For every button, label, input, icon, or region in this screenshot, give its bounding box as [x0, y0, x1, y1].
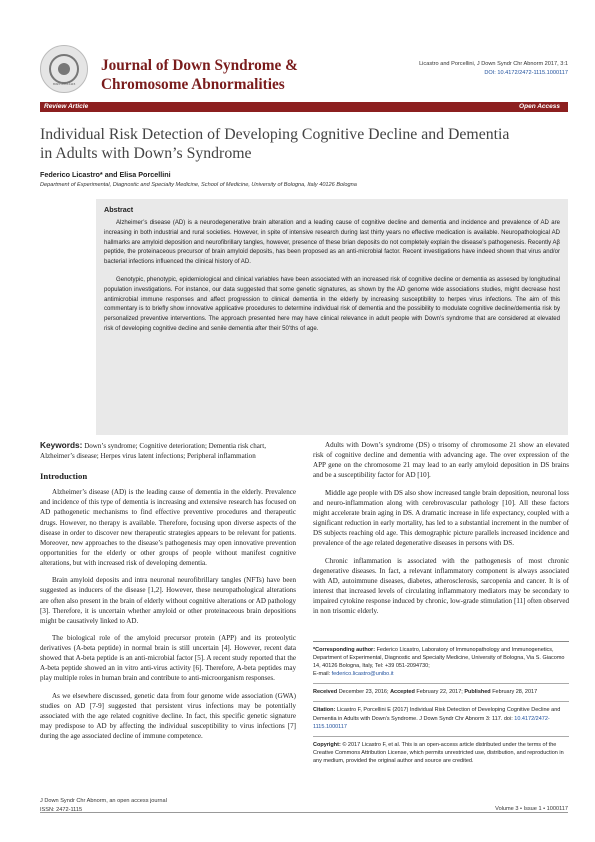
- abstract-box: [96, 199, 568, 435]
- journal-title-line1: Journal of Down Syndrome &: [101, 57, 298, 74]
- corresponding-author-text: Federico Licastro, Laboratory of Immunopathology and Immunogenetics, Department of Experimental, Diagnostic and Specialty Medicine, University of Bologna, Via S. Giacomo 14, 40126 Bologna, Italy, Tel: +39 051-2094730;: [313, 647, 565, 670]
- corresponding-author-label: *Corresponding author:: [313, 647, 376, 653]
- corresponding-author: [313, 646, 569, 670]
- citation-block: [313, 701, 569, 730]
- right-column: [313, 440, 569, 623]
- published-date: February 28, 2017: [492, 689, 538, 696]
- authors: Federico Licastro* and Elisa Porcellini: [40, 170, 171, 179]
- right-paragraph-2: Middle age people with DS also show increased tangle brain deposition, neuronal loss and neuro-inflammation along with cerebrovascular pathology [10]. All these factors might accelerate brain aging in DS. A dramatic increase in life expectancy, coupled with a significant reduction in early mortality, has led to a substantial increment in the number of DS subjects reaching old age. This demographic picture parallels increased incidence and prevalence of the age related degenerative diseases in persons with DS.: [313, 488, 569, 548]
- email-link[interactable]: federico.licastro@unibo.it: [331, 671, 394, 678]
- intro-paragraph-2: Brain amyloid deposits and intra neuronal neurofibrillary tangles (NFTs) have been suggested as inducers of the disease [1,2]. However, these neuropathological alterations are often also present in the brain of elderly without cognitive alterations or AD pathology [3]. Therefore, it is uncertain whether amyloid or other proteinaceous brain depositions might be causatively linked to AD.: [40, 576, 296, 625]
- article-title: [40, 125, 560, 163]
- intro-paragraph-1: Alzheimer’s disease (AD) is the leading cause of dementia in the elderly. Prevalence and incidence of this type of dementia is increasing and extensive research has focused on AD pathogenetic mechanisms to find effective preventive procedures and therapeutic drugs. However, no therapy is available. Therefore, focusing upon diverse aspects of the disease in order to discover new therapeutic strategies appears to be relevant for patients. Moreover, new approaches to the disease’s pathogenesis may open innovative prevention opportunities for the elderly or other groups of people without manifest cognitive alterations, but with increased risk of developing dementia.: [40, 488, 296, 567]
- published-label: Published: [464, 689, 491, 696]
- affiliation: Department of Experimental, Diagnostic and Specialty Medicine, School of Medicine, University of Bologna, Italy 40126 Bologna: [40, 182, 357, 188]
- accepted-label: Accepted: [390, 689, 415, 696]
- dates-line: [313, 683, 569, 696]
- footnotes: [313, 646, 569, 765]
- introduction-heading: Introduction: [40, 471, 88, 482]
- received-label: Received: [313, 689, 338, 696]
- email-line: [313, 670, 569, 678]
- footer-volume: Volume 3 • Issue 1 • 1000117: [495, 806, 568, 812]
- citation-label: Citation:: [313, 707, 336, 714]
- keywords-label: Keywords:: [40, 440, 83, 450]
- copyright-text: © 2017 Licastro F, et al. This is an open-access article distributed under the terms of the Creative Commons Attribution License, which permits unrestricted use, distribution, and reproduction in any medium, provided the original author and source are credited.: [313, 741, 564, 764]
- abstract-paragraph-2: Genotypic, phenotypic, epidemiological and clinical variables have been associated with an increased risk of cognitive decline or dementia as assesed by longitudinal population investigations. For instance, our data suggested that some genetic signatures, as shown by the AD genome wide associations studies, might decrease host antimicrobial immune responses and affect progression to clinical dementia in the elderly by increasing susceptibility to herpes virus infections. The aim of this commentary is to briefly show innovative applicative procedures to determine individual risk of dementia and the possibility to modulate cognitive decline/dementia risk by personalized preventive interventions. The approach presented here may have clinical relevance in adult people with Down’s syndrome that are considered at elevated risk of developing cognitive decline and senile dementia after their 50’ths of age.: [104, 276, 560, 332]
- copyright-block: [313, 736, 569, 765]
- citation-text: Licastro F, Porcellini E (2017) Individual Risk Detection of Developing Cognitive Decline and Dementia in Adults with Down’s Syndrome. J Down Syndr Chr Abnorm 3: 117. doi:: [313, 707, 561, 722]
- copyright-label: Copyright:: [313, 741, 341, 748]
- article-title-line2: in Adults with Down’s Syndrome: [40, 145, 252, 162]
- keywords: [40, 440, 296, 461]
- footer-journal: J Down Syndr Chr Abnorm, an open access journal: [40, 798, 167, 804]
- article-type-bar: [40, 102, 568, 112]
- footer-issn: ISSN: 2472-1115: [40, 806, 83, 813]
- footer-left: [40, 797, 167, 814]
- logo-ring: [49, 54, 79, 84]
- right-paragraph-3: Chronic inflammation is associated with the pathogenesis of most chronic degenerative diseases. In fact, a relevant inflammatory component is always associated with AD, autoimmune diseases, diabetes, atherosclerosis, sarcopenia and cancer. It is of interest that increased levels of circulating inflammatory mediators may be secondary to impaired cytokine response induced by chronic, low-grade stimulation [11] often observed in non trisomic elderly.: [313, 556, 569, 615]
- abstract-heading: Abstract: [104, 205, 134, 214]
- header-citation: Licastro and Porcellini, J Down Syndr Chr Abnorm 2017, 3:1: [419, 61, 568, 67]
- intro-paragraph-4: As we elsewhere discussed, genetic data from four genome wide association (GWA) studies on AD [7-9] suggested that persistent virus infections may be potentially associated with the age related cognitive decline. In fact, this specific genetic signature may predispose to AD by affecting the individual susceptibility to virus infections [7] during the age associated decline of immune competence.: [40, 691, 296, 741]
- logo-issn: ISSN: 2472-1115: [52, 82, 76, 86]
- journal-logo: [40, 45, 88, 93]
- logo-core: [58, 63, 70, 75]
- right-paragraph-1: Adults with Down’s syndrome (DS) o trisomy of chromosome 21 show an elevated risk of cognitive decline and dementia with advancing age. The over expression of the APP gene on the chromosome 21 may lead to an early amyloid deposition in DS brains and be a susceptibility factor for AD [10].: [313, 441, 569, 480]
- open-access-label: Open Access: [519, 103, 560, 110]
- citation-doi-link[interactable]: 10.4172/2472-1115.1000117: [313, 715, 550, 730]
- article-title-line1: Individual Risk Detection of Developing Cognitive Decline and Dementia: [40, 126, 510, 143]
- left-column: [40, 440, 296, 749]
- intro-paragraph-3: The biological role of the amyloid precursor protein (APP) and its proteolytic derivatives (A-beta peptide) in normal brain is still uncertain [4]. However, recent data showed that A-beta peptide is an anti-microbial factor [5]. A recent study reported that the A-beta peptide showed an in vitro anti-virus activity [6]. Therefore, A-beta peptides may play multiple roles in human brain and contribute to anti-microorganism responses.: [40, 634, 296, 683]
- keywords-text: Down’s syndrome; Cognitive deterioration; Dementia risk chart, Alzheimer’s disease; Herpes virus latent infections; Peripheral inflammation: [40, 442, 266, 461]
- email-label: E-mail:: [313, 671, 331, 678]
- footnote-rule: [313, 641, 569, 642]
- abstract-paragraph-1: Alzheimer’s disease (AD) is a neurodegenerative brain alteration and a leading cause of cognitive decline and dementia and incidence and prevalence of AD are increasing in both industrial and rural societies. However, in spite of intensive research during last thirty years no effective medication is available. Neuropathological AD hallmarks are amyloid deposition and neurofibrillary tangles, however, presence of these brian deposits do not completely explain the disease’s pathogenesis. Recently Aβ peptide, the proteinaceous precursor of brain amyloid deposits, has been proposed as an anti-microbial factor. Recent investigations have indeed shown that virus and/or bacterial infections influenced the clinical history of AD.: [104, 220, 560, 266]
- journal-title-line2: Chromosome Abnormalities: [101, 76, 285, 93]
- accepted-date: February 22, 2017;: [416, 689, 463, 696]
- received-date: December 23, 2016;: [338, 689, 389, 696]
- header-doi[interactable]: DOI: 10.4172/2472-1115.1000117: [484, 70, 568, 76]
- journal-title[interactable]: [101, 56, 351, 94]
- review-article-label: Review Article: [44, 103, 89, 110]
